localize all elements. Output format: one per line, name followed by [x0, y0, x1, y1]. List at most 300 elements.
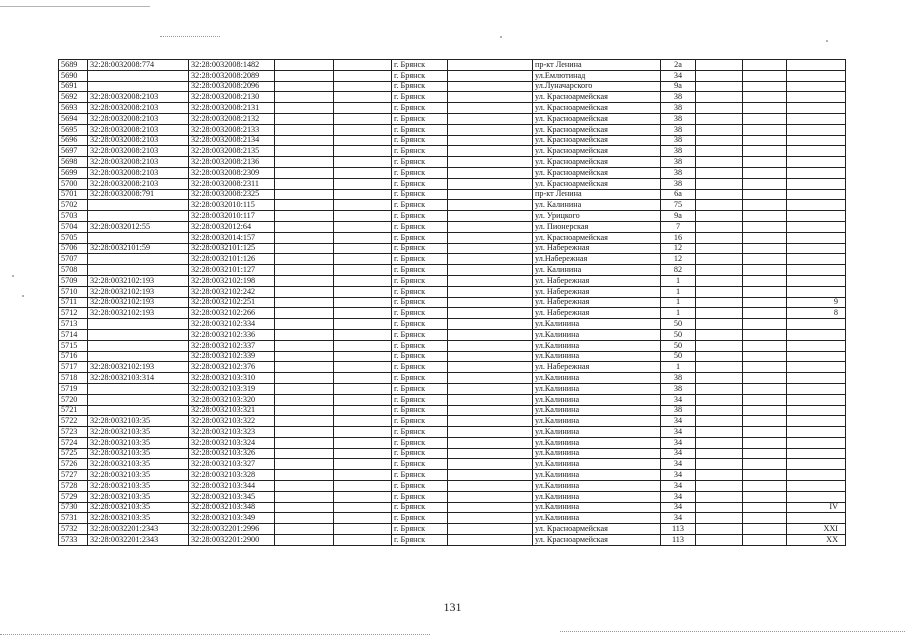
table-row: [59, 265, 846, 276]
cell-cad-a: 32:28:0032102:193: [88, 297, 189, 308]
cell-e4: [696, 524, 743, 535]
cell-e1: [275, 275, 334, 286]
cell-e4: [696, 394, 743, 405]
cell-rom: [787, 60, 846, 71]
cell-house: 1: [661, 275, 696, 286]
cell-cad-b: 32:28:0032103:319: [189, 383, 275, 394]
cell-num: 5718: [59, 373, 88, 384]
cell-cad-a: 32:28:0032008:774: [88, 60, 189, 71]
cell-e4: [696, 416, 743, 427]
cell-cad-a: 32:28:0032008:2103: [88, 103, 189, 114]
cell-e2: [334, 232, 392, 243]
table-row: [59, 394, 846, 405]
cell-e4: [696, 437, 743, 448]
cell-e4: [696, 200, 743, 211]
cell-num: 5731: [59, 513, 88, 524]
cell-cad-a: [88, 232, 189, 243]
cell-street: ул.Калинина: [533, 383, 661, 394]
cell-e5: [743, 481, 787, 492]
cell-house: 34: [661, 491, 696, 502]
cell-cad-b: 32:28:0032008:2133: [189, 124, 275, 135]
cell-e2: [334, 254, 392, 265]
cell-house: 38: [661, 383, 696, 394]
cell-cad-b: 32:28:0032103:321: [189, 405, 275, 416]
cell-num: 5723: [59, 427, 88, 438]
cell-e5: [743, 157, 787, 168]
cell-rom: XXI: [787, 524, 846, 535]
cell-city: г. Брянск: [392, 470, 448, 481]
cell-rom: IV: [787, 502, 846, 513]
cell-cad-b: 32:28:0032103:310: [189, 373, 275, 384]
table-row: [59, 481, 846, 492]
table-row: [59, 416, 846, 427]
cell-num: 5705: [59, 232, 88, 243]
cell-e5: [743, 221, 787, 232]
cell-e5: [743, 232, 787, 243]
cell-e1: [275, 437, 334, 448]
cell-cad-a: 32:28:0032008:791: [88, 189, 189, 200]
cell-e3: [448, 524, 533, 535]
cell-e1: [275, 113, 334, 124]
cell-num: 5693: [59, 103, 88, 114]
cell-e4: [696, 513, 743, 524]
cell-street: пр-кт Ленина: [533, 189, 661, 200]
cell-cad-b: 32:28:0032103:326: [189, 448, 275, 459]
cell-e2: [334, 362, 392, 373]
cell-city: г. Брянск: [392, 232, 448, 243]
cell-house: 38: [661, 157, 696, 168]
cell-street: ул.Калинина: [533, 329, 661, 340]
cell-e4: [696, 362, 743, 373]
cell-e4: [696, 157, 743, 168]
cell-e5: [743, 70, 787, 81]
cell-city: г. Брянск: [392, 189, 448, 200]
cell-rom: [787, 459, 846, 470]
cell-e1: [275, 308, 334, 319]
cell-e4: [696, 427, 743, 438]
cell-street: ул. Красноармейская: [533, 92, 661, 103]
cell-street: ул.Калинина: [533, 405, 661, 416]
cell-num: 5711: [59, 297, 88, 308]
register-table-wrapper: [58, 59, 846, 546]
cell-e3: [448, 232, 533, 243]
cell-e3: [448, 329, 533, 340]
cell-e2: [334, 535, 392, 546]
cell-street: ул. Пионерская: [533, 221, 661, 232]
cell-house: 82: [661, 265, 696, 276]
cell-street: пр-кт Ленина: [533, 60, 661, 71]
cell-e2: [334, 383, 392, 394]
cell-rom: [787, 319, 846, 330]
cell-num: 5710: [59, 286, 88, 297]
cell-e4: [696, 470, 743, 481]
cell-city: г. Брянск: [392, 297, 448, 308]
cell-house: 34: [661, 459, 696, 470]
cell-city: г. Брянск: [392, 221, 448, 232]
cell-cad-b: 32:28:0032010:115: [189, 200, 275, 211]
cell-e1: [275, 491, 334, 502]
cell-house: 50: [661, 340, 696, 351]
cell-cad-b: 32:28:0032201:2996: [189, 524, 275, 535]
cell-e3: [448, 243, 533, 254]
cell-cad-b: 32:28:0032014:157: [189, 232, 275, 243]
cell-e5: [743, 362, 787, 373]
cell-city: г. Брянск: [392, 329, 448, 340]
cell-num: 5733: [59, 535, 88, 546]
cell-e5: [743, 243, 787, 254]
cell-e5: [743, 297, 787, 308]
cell-rom: [787, 394, 846, 405]
cell-e4: [696, 189, 743, 200]
cell-cad-b: 32:28:0032008:2130: [189, 92, 275, 103]
cell-rom: [787, 254, 846, 265]
cell-e4: [696, 167, 743, 178]
cell-city: г. Брянск: [392, 178, 448, 189]
cell-e1: [275, 470, 334, 481]
cell-e3: [448, 362, 533, 373]
scan-artifact: [500, 36, 502, 38]
cell-e2: [334, 405, 392, 416]
cell-street: ул.Калинина: [533, 470, 661, 481]
cell-e4: [696, 340, 743, 351]
cell-e2: [334, 157, 392, 168]
cell-e4: [696, 60, 743, 71]
cell-street: ул. Набережная: [533, 286, 661, 297]
cell-cad-a: 32:28:0032103:35: [88, 491, 189, 502]
cell-e5: [743, 81, 787, 92]
table-row: [59, 275, 846, 286]
table-row: [59, 459, 846, 470]
cell-cad-b: 32:28:0032008:2132: [189, 113, 275, 124]
table-row: [59, 308, 846, 319]
cell-e2: [334, 513, 392, 524]
cell-cad-a: 32:28:0032008:2103: [88, 146, 189, 157]
cell-rom: [787, 491, 846, 502]
cell-house: 38: [661, 373, 696, 384]
cell-street: ул. Красноармейская: [533, 167, 661, 178]
cell-street: ул.Калинина: [533, 340, 661, 351]
cell-street: ул. Набережная: [533, 362, 661, 373]
cell-street: ул.Калинина: [533, 351, 661, 362]
cell-house: 38: [661, 405, 696, 416]
cell-cad-b: 32:28:0032102:251: [189, 297, 275, 308]
cell-rom: [787, 373, 846, 384]
cell-cad-b: 32:28:0032102:334: [189, 319, 275, 330]
cell-e1: [275, 211, 334, 222]
cell-num: 5702: [59, 200, 88, 211]
cell-rom: [787, 286, 846, 297]
cell-city: г. Брянск: [392, 513, 448, 524]
cell-e2: [334, 265, 392, 276]
cell-e5: [743, 329, 787, 340]
scan-artifact: [22, 295, 24, 297]
table-row: [59, 92, 846, 103]
cell-e4: [696, 232, 743, 243]
cell-e1: [275, 286, 334, 297]
cell-e1: [275, 146, 334, 157]
cell-e2: [334, 308, 392, 319]
cell-e4: [696, 178, 743, 189]
cell-cad-a: 32:28:0032102:193: [88, 286, 189, 297]
cell-house: 7: [661, 221, 696, 232]
cell-city: г. Брянск: [392, 243, 448, 254]
cell-cad-b: 32:28:0032008:2089: [189, 70, 275, 81]
cell-e3: [448, 135, 533, 146]
cell-num: 5700: [59, 178, 88, 189]
cell-city: г. Брянск: [392, 211, 448, 222]
cell-e4: [696, 448, 743, 459]
cell-e4: [696, 113, 743, 124]
cell-city: г. Брянск: [392, 265, 448, 276]
cell-rom: [787, 232, 846, 243]
table-row: [59, 103, 846, 114]
cell-e4: [696, 286, 743, 297]
cell-house: 38: [661, 92, 696, 103]
cell-city: г. Брянск: [392, 416, 448, 427]
cell-e3: [448, 394, 533, 405]
cell-e2: [334, 81, 392, 92]
cell-num: 5729: [59, 491, 88, 502]
cell-e3: [448, 427, 533, 438]
cell-e4: [696, 146, 743, 157]
cell-cad-a: 32:28:0032201:2343: [88, 524, 189, 535]
cell-e4: [696, 383, 743, 394]
cell-city: г. Брянск: [392, 200, 448, 211]
cell-e4: [696, 275, 743, 286]
cell-e1: [275, 448, 334, 459]
cell-city: г. Брянск: [392, 157, 448, 168]
cell-rom: [787, 513, 846, 524]
cell-e1: [275, 92, 334, 103]
cell-street: ул. Набережная: [533, 243, 661, 254]
cell-num: 5726: [59, 459, 88, 470]
cell-cad-a: 32:28:0032008:2103: [88, 124, 189, 135]
cell-e4: [696, 459, 743, 470]
cell-house: 9а: [661, 81, 696, 92]
cell-e2: [334, 448, 392, 459]
cell-e1: [275, 265, 334, 276]
scan-artifact: [0, 634, 430, 635]
cell-e3: [448, 502, 533, 513]
cell-cad-a: 32:28:0032103:35: [88, 481, 189, 492]
cell-cad-b: 32:28:0032008:2131: [189, 103, 275, 114]
cell-e4: [696, 535, 743, 546]
cell-rom: [787, 437, 846, 448]
cell-street: ул.Калинина: [533, 502, 661, 513]
cell-e3: [448, 319, 533, 330]
cell-e1: [275, 200, 334, 211]
cell-house: 34: [661, 481, 696, 492]
cell-rom: 9: [787, 297, 846, 308]
cell-e1: [275, 178, 334, 189]
cell-e3: [448, 340, 533, 351]
cell-e2: [334, 113, 392, 124]
cell-e2: [334, 92, 392, 103]
cell-cad-a: 32:28:0032012:55: [88, 221, 189, 232]
table-row: [59, 113, 846, 124]
cell-cad-b: 32:28:0032103:320: [189, 394, 275, 405]
cell-city: г. Брянск: [392, 373, 448, 384]
cell-cad-b: 32:28:0032008:2135: [189, 146, 275, 157]
cell-e2: [334, 329, 392, 340]
cell-city: г. Брянск: [392, 383, 448, 394]
cell-e2: [334, 340, 392, 351]
cell-city: г. Брянск: [392, 405, 448, 416]
page-number: 131: [443, 600, 462, 614]
cell-num: 5725: [59, 448, 88, 459]
cell-e5: [743, 373, 787, 384]
cell-city: г. Брянск: [392, 254, 448, 265]
cell-cad-b: 32:28:0032008:2309: [189, 167, 275, 178]
table-row: [59, 60, 846, 71]
table-row: [59, 167, 846, 178]
cell-e4: [696, 297, 743, 308]
cell-e3: [448, 113, 533, 124]
cell-cad-b: 32:28:0032103:328: [189, 470, 275, 481]
cell-e1: [275, 221, 334, 232]
cell-rom: [787, 113, 846, 124]
cell-e5: [743, 286, 787, 297]
cell-house: 12: [661, 254, 696, 265]
cell-num: 5722: [59, 416, 88, 427]
cell-e3: [448, 254, 533, 265]
cell-e3: [448, 351, 533, 362]
cell-rom: [787, 481, 846, 492]
cell-city: г. Брянск: [392, 286, 448, 297]
cell-street: ул. Красноармейская: [533, 524, 661, 535]
cell-e2: [334, 373, 392, 384]
cell-cad-b: 32:28:0032008:1482: [189, 60, 275, 71]
cell-cad-a: 32:28:0032102:193: [88, 275, 189, 286]
table-row: [59, 448, 846, 459]
cell-e5: [743, 405, 787, 416]
cell-e1: [275, 103, 334, 114]
cell-num: 5719: [59, 383, 88, 394]
cell-e5: [743, 416, 787, 427]
cell-city: г. Брянск: [392, 459, 448, 470]
cell-cad-a: [88, 351, 189, 362]
cell-e1: [275, 524, 334, 535]
cell-e5: [743, 394, 787, 405]
cell-house: 34: [661, 70, 696, 81]
cell-house: 34: [661, 394, 696, 405]
cell-street: ул. Красноармейская: [533, 146, 661, 157]
cell-city: г. Брянск: [392, 427, 448, 438]
cell-cad-a: 32:28:0032103:35: [88, 448, 189, 459]
cell-cad-b: 32:28:0032008:2136: [189, 157, 275, 168]
cell-e1: [275, 340, 334, 351]
cell-e5: [743, 178, 787, 189]
cell-street: ул. Красноармейская: [533, 135, 661, 146]
table-row: [59, 157, 846, 168]
cell-street: ул. Красноармейская: [533, 124, 661, 135]
scan-artifact: [560, 631, 905, 632]
cell-cad-a: 32:28:0032008:2103: [88, 113, 189, 124]
cell-e1: [275, 513, 334, 524]
cell-e1: [275, 167, 334, 178]
cell-e3: [448, 146, 533, 157]
cell-e4: [696, 243, 743, 254]
cell-e3: [448, 459, 533, 470]
cell-city: г. Брянск: [392, 502, 448, 513]
cell-e2: [334, 189, 392, 200]
cell-e2: [334, 491, 392, 502]
cell-rom: [787, 405, 846, 416]
cell-e2: [334, 416, 392, 427]
cell-e3: [448, 275, 533, 286]
cell-num: 5715: [59, 340, 88, 351]
cell-street: ул.Калинина: [533, 481, 661, 492]
cell-house: 34: [661, 437, 696, 448]
cell-e3: [448, 189, 533, 200]
cell-e5: [743, 124, 787, 135]
cell-street: ул. Красноармейская: [533, 232, 661, 243]
cell-rom: [787, 167, 846, 178]
cell-e1: [275, 383, 334, 394]
cell-e4: [696, 103, 743, 114]
cell-e3: [448, 383, 533, 394]
cell-street: ул.Калинина: [533, 513, 661, 524]
cell-e3: [448, 60, 533, 71]
cell-house: 9а: [661, 211, 696, 222]
scan-artifact: [826, 40, 828, 42]
cell-city: г. Брянск: [392, 448, 448, 459]
cell-cad-a: 32:28:0032008:2103: [88, 178, 189, 189]
cell-rom: [787, 178, 846, 189]
cell-e4: [696, 308, 743, 319]
cell-e2: [334, 211, 392, 222]
cell-e3: [448, 308, 533, 319]
table-row: [59, 146, 846, 157]
cell-e1: [275, 416, 334, 427]
cell-house: 34: [661, 416, 696, 427]
cell-city: г. Брянск: [392, 481, 448, 492]
cell-e3: [448, 265, 533, 276]
cell-e4: [696, 329, 743, 340]
table-row: [59, 254, 846, 265]
cell-city: г. Брянск: [392, 167, 448, 178]
cell-city: г. Брянск: [392, 103, 448, 114]
cell-num: 5699: [59, 167, 88, 178]
cell-city: г. Брянск: [392, 362, 448, 373]
cell-city: г. Брянск: [392, 394, 448, 405]
cell-rom: [787, 362, 846, 373]
cell-num: 5701: [59, 189, 88, 200]
cell-num: 5696: [59, 135, 88, 146]
cell-e5: [743, 319, 787, 330]
cell-e4: [696, 502, 743, 513]
cell-cad-a: 32:28:0032101:59: [88, 243, 189, 254]
cell-e2: [334, 459, 392, 470]
cell-cad-b: 32:28:0032102:242: [189, 286, 275, 297]
cell-cad-a: 32:28:0032008:2103: [88, 167, 189, 178]
cell-e4: [696, 405, 743, 416]
cell-e3: [448, 286, 533, 297]
cell-cad-a: [88, 340, 189, 351]
cell-e3: [448, 535, 533, 546]
cell-e2: [334, 351, 392, 362]
cell-house: 2а: [661, 60, 696, 71]
cell-e4: [696, 92, 743, 103]
cell-e2: [334, 470, 392, 481]
cell-cad-b: 32:28:0032101:127: [189, 265, 275, 276]
cell-city: г. Брянск: [392, 491, 448, 502]
cell-cad-b: 32:28:0032103:324: [189, 437, 275, 448]
cell-city: г. Брянск: [392, 70, 448, 81]
cell-e1: [275, 502, 334, 513]
cell-cad-a: 32:28:0032103:35: [88, 437, 189, 448]
cell-city: г. Брянск: [392, 135, 448, 146]
